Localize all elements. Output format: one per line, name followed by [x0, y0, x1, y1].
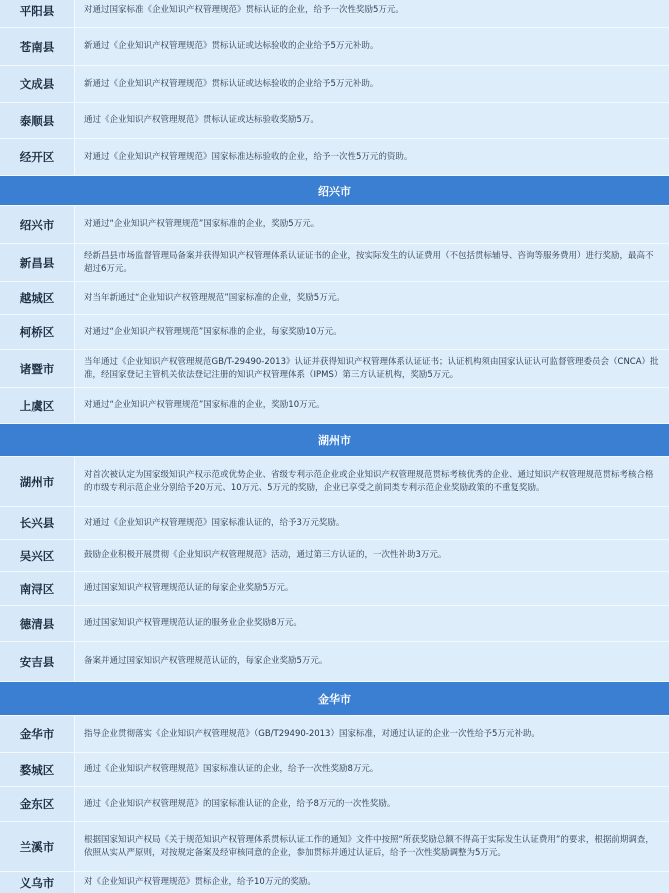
policy-description: 对《企业知识产权管理规范》贯标企业，给予10万元的奖励。 [75, 872, 669, 893]
table-row [0, 507, 669, 540]
policy-description: 备案并通过国家知识产权管理规范认证的，每家企业奖励5万元。 [75, 642, 669, 681]
policy-description: 对通过《企业知识产权管理规范》国家标准达标验收的企业，给予一次性5万元的资助。 [75, 139, 669, 175]
county-name: 经开区 [0, 139, 75, 175]
policy-description: 对通过“企业知识产权管理规范”国家标准的企业，奖励10万元。 [75, 388, 669, 423]
county-name: 越城区 [0, 282, 75, 314]
county-name: 新昌县 [0, 244, 75, 281]
county-name: 长兴县 [0, 507, 75, 539]
county-name: 兰溪市 [0, 822, 75, 871]
policy-description: 指导企业贯彻落实《企业知识产权管理规范》（GB/T29490-2013）国家标准，对通过认证的企业一次性给予5万元补助。 [75, 716, 669, 752]
policy-description: 对通过《企业知识产权管理规范》国家标准认证的，给予3万元奖励。 [75, 507, 669, 539]
section-header: 湖州市 [0, 424, 669, 457]
table-row [0, 457, 669, 507]
county-name: 绍兴市 [0, 206, 75, 243]
policy-description: 鼓励企业积极开展贯彻《企业知识产权管理规范》活动，通过第三方认证的，一次性补助3万元。 [75, 540, 669, 571]
policy-description: 通过国家知识产权管理规范认证的每家企业奖励5万元。 [75, 572, 669, 605]
table-row [0, 350, 669, 388]
table-row [0, 787, 669, 822]
county-name: 柯桥区 [0, 315, 75, 349]
table-row [0, 872, 669, 893]
county-name: 诸暨市 [0, 350, 75, 387]
table-row [0, 642, 669, 682]
county-name: 南浔区 [0, 572, 75, 605]
policy-description: 对当年新通过“企业知识产权管理规范”国家标准的企业，奖励5万元。 [75, 282, 669, 314]
county-name: 吴兴区 [0, 540, 75, 571]
table-row [0, 66, 669, 103]
table-row [0, 822, 669, 872]
table-row [0, 606, 669, 642]
table-row [0, 540, 669, 572]
policy-description: 新通过《企业知识产权管理规范》贯标认证或达标验收的企业给予5万元补助。 [75, 28, 669, 65]
table-row [0, 716, 669, 753]
county-name: 文成县 [0, 66, 75, 102]
section-header: 绍兴市 [0, 176, 669, 206]
table-row [0, 244, 669, 282]
county-name: 上虞区 [0, 388, 75, 423]
table-row [0, 282, 669, 315]
county-name: 湖州市 [0, 457, 75, 506]
policy-description: 通过《企业知识产权管理规范》贯标认证或达标验收奖励5万。 [75, 103, 669, 138]
county-name: 义乌市 [0, 872, 75, 893]
table-row [0, 139, 669, 176]
county-name: 泰顺县 [0, 103, 75, 138]
table-row [0, 103, 669, 139]
county-name: 平阳县 [0, 0, 75, 27]
policy-description: 对通过“企业知识产权管理规范”国家标准的企业，每家奖励10万元。 [75, 315, 669, 349]
policy-description: 对通过国家标准《企业知识产权管理规范》贯标认证的企业，给予一次性奖励5万元。 [75, 0, 669, 27]
county-name: 金东区 [0, 787, 75, 821]
table-row [0, 0, 669, 28]
policy-description: 新通过《企业知识产权管理规范》贯标认证或达标验收的企业给予5万元补助。 [75, 66, 669, 102]
policy-description: 对首次被认定为国家级知识产权示范或优势企业、省级专利示范企业或企业知识产权管理规范贯标考核优秀的企业、通过知识产权管理规范贯标考核合格的市级专利示范企业分别给予20万元、10万元、5万元的奖励，企业已享受之前同类专利示范企业奖励政策的不重复奖励。 [75, 457, 669, 506]
policy-description: 通过《企业知识产权管理规范》国家标准认证的企业，给予一次性奖励8万元。 [75, 753, 669, 786]
county-name: 苍南县 [0, 28, 75, 65]
policy-description: 通过《企业知识产权管理规范》的国家标准认证的企业，给予8万元的一次性奖励。 [75, 787, 669, 821]
policy-description: 根据国家知识产权局《关于规范知识产权管理体系贯标认证工作的通知》文件中按照“所获奖励总额不得高于实际发生认证费用”的要求，根据前期调查，依照从实从严原则，对按规定备案及经审核同意的企业，参加贯标并通过认证后，给予一次性奖励调整为5万元。 [75, 822, 669, 871]
table-row [0, 572, 669, 606]
policy-description: 对通过“企业知识产权管理规范”国家标准的企业，奖励5万元。 [75, 206, 669, 243]
table-row [0, 28, 669, 66]
county-name: 金华市 [0, 716, 75, 752]
table-row [0, 753, 669, 787]
table-row [0, 388, 669, 424]
county-name: 婺城区 [0, 753, 75, 786]
section-header: 金华市 [0, 682, 669, 716]
table-row [0, 315, 669, 350]
policy-description: 经新昌县市场监督管理局备案并获得知识产权管理体系认证证书的企业，按实际发生的认证费用（不包括贯标辅导、咨询等服务费用）进行奖励，最高不超过6万元。 [75, 244, 669, 281]
policy-description: 通过国家知识产权管理规范认证的服务业企业奖励8万元。 [75, 606, 669, 641]
county-name: 德清县 [0, 606, 75, 641]
table-row [0, 206, 669, 244]
policy-description: 当年通过《企业知识产权管理规范GB/T-29490-2013》认证并获得知识产权管理体系认证证书；认证机构须由国家认证认可监督管理委员会（CNCA）批准，经国家登记主管机关依法登记注册的知识产权管理体系（IPMS）第三方认证机构，奖励5万元。 [75, 350, 669, 387]
county-name: 安吉县 [0, 642, 75, 681]
